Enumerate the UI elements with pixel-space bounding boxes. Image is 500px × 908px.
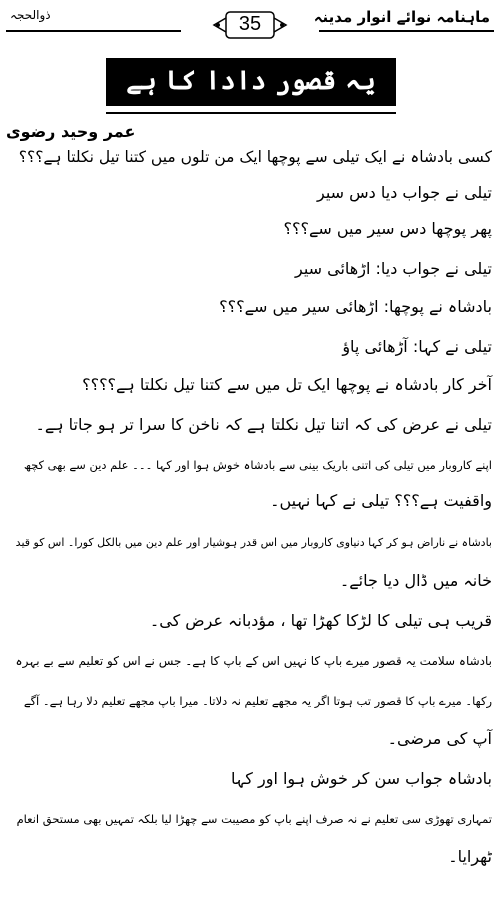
article-title: یہ قصور دادا کا ہے <box>106 58 396 106</box>
body-line: تیلی نے عرض کی کہ اتنا تیل نکلتا ہے کہ ناخن کا سرا تر ہو جاتا ہے۔ <box>35 415 492 434</box>
body-line: آپ کی مرضی۔ <box>387 729 492 748</box>
body-line: خانہ میں ڈال دیا جائے۔ <box>339 571 492 590</box>
body-line: اپنے کاروبار میں تیلی کی اتنی باریک بینی سے بادشاہ خوش ہوا اور کہا ۔۔۔ علم دین سے بھی کچھ <box>23 458 492 472</box>
body-line: واقفیت ہے؟؟؟ تیلی نے کہا نہیں۔ <box>270 491 492 510</box>
page-number: 35 <box>238 13 262 35</box>
body-line: تیلی نے جواب دیا: اڑھائی سیر <box>294 259 492 278</box>
header-rule-left <box>6 30 181 32</box>
body-line: بادشاہ جواب سن کر خوش ہوا اور کہا <box>231 769 492 788</box>
body-line: قریب ہی تیلی کا لڑکا کھڑا تھا ، مؤدبانہ عرض کی۔ <box>149 611 492 630</box>
title-underline <box>106 112 396 114</box>
header-rule-right <box>319 30 494 32</box>
body-line: بادشاہ نے ناراض ہو کر کہا دنیاوی کاروبار میں اس قدر ہوشیار اور علم دین میں بالکل کورا۔ اس کو قید <box>15 536 492 549</box>
body-line: آخر کار بادشاہ نے پوچھا ایک تل میں سے کتنا تیل نکلتا ہے؟؟؟؟ <box>82 375 492 394</box>
body-line: بادشاہ سلامت یہ قصور میرے باپ کا نہیں اس کے باپ کا ہے۔ جس نے اس کو تعلیم سے بے بہرہ <box>15 654 492 668</box>
page-number-badge <box>210 8 290 42</box>
body-line: کسی بادشاہ نے ایک تیلی سے پوچھا ایک من تلوں میں کتنا تیل نکلتا ہے؟؟؟ <box>18 148 492 166</box>
page-header <box>6 8 494 40</box>
body-line: پھر پوچھا دس سیر میں سے؟؟؟ <box>283 219 492 238</box>
body-line: تمہاری تھوڑی سی تعلیم نے نہ صرف اپنے باپ کو مصیبت سے چھڑا لیا بلکہ تمہیں بھی مستحق انعام <box>16 812 492 826</box>
magazine-name: ماہنامہ نوائے انوار مدینہ <box>313 8 490 26</box>
article-author: عمر وحید رضوی <box>6 122 136 141</box>
body-line: رکھا۔ میرے باپ کا قصور تب ہوتا اگر یہ مجھے تعلیم نہ دلاتا۔ میرا باپ مجھے تعلیم دلا رہا ہے۔ آگے <box>23 694 492 708</box>
body-line: ٹھرایا۔ <box>448 847 492 866</box>
body-line: تیلی نے جواب دیا دس سیر <box>316 183 492 202</box>
body-line: تیلی نے کہا: آڑھائی پاؤ <box>342 337 492 356</box>
body-line: بادشاہ نے پوچھا: اڑھائی سیر میں سے؟؟؟ <box>219 297 492 316</box>
header-month: ذوالحجہ <box>10 8 51 22</box>
